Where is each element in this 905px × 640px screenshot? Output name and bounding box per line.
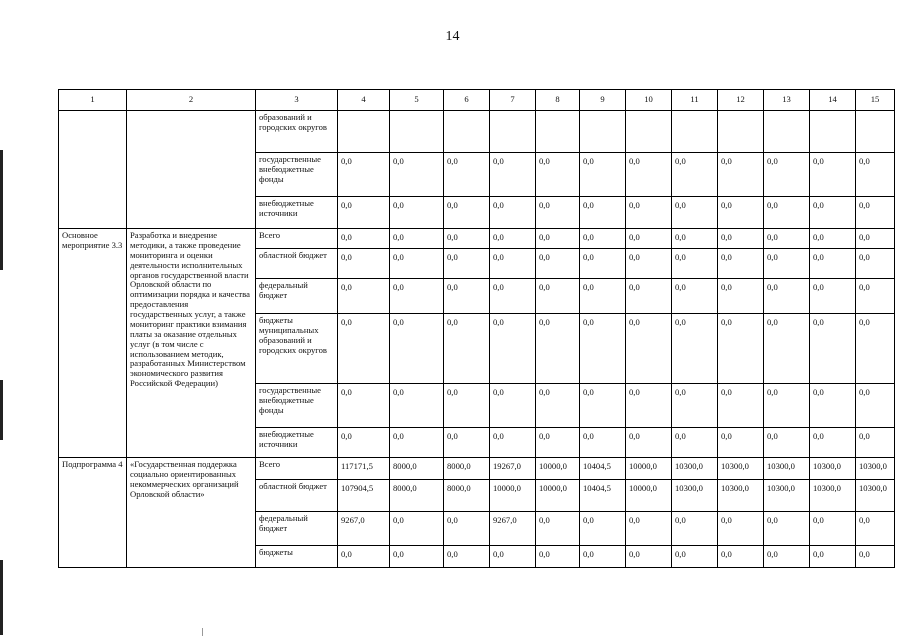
funding-source-cell: образований и городских округов — [256, 111, 338, 153]
amount-cell: 0,0 — [444, 428, 490, 458]
amount-cell: 0,0 — [444, 384, 490, 428]
amount-cell: 10300,0 — [764, 480, 810, 512]
amount-cell: 0,0 — [626, 428, 672, 458]
amount-cell: 0,0 — [338, 153, 390, 197]
amount-cell: 0,0 — [390, 512, 444, 546]
column-number-header: 9 — [580, 90, 626, 111]
amount-cell — [764, 111, 810, 153]
amount-cell: 0,0 — [338, 384, 390, 428]
amount-cell: 0,0 — [338, 279, 390, 314]
amount-cell: 0,0 — [536, 153, 580, 197]
amount-cell: 0,0 — [444, 229, 490, 249]
amount-cell: 0,0 — [810, 279, 856, 314]
amount-cell: 0,0 — [338, 197, 390, 229]
scan-edge-mark — [0, 560, 3, 635]
amount-cell: 0,0 — [764, 512, 810, 546]
amount-cell: 0,0 — [338, 428, 390, 458]
column-number-header: 7 — [490, 90, 536, 111]
amount-cell: 0,0 — [672, 546, 718, 568]
amount-cell: 0,0 — [672, 279, 718, 314]
amount-cell: 0,0 — [338, 546, 390, 568]
amount-cell: 0,0 — [810, 153, 856, 197]
table-row — [59, 229, 895, 249]
amount-cell: 0,0 — [338, 249, 390, 279]
funding-source-cell: бюджеты — [256, 546, 338, 568]
amount-cell: 10000,0 — [536, 480, 580, 512]
amount-cell — [390, 111, 444, 153]
amount-cell: 0,0 — [856, 153, 895, 197]
amount-cell: 0,0 — [810, 197, 856, 229]
amount-cell: 0,0 — [764, 428, 810, 458]
amount-cell: 0,0 — [490, 546, 536, 568]
amount-cell: 10000,0 — [626, 458, 672, 480]
amount-cell: 0,0 — [856, 512, 895, 546]
column-number-header: 14 — [810, 90, 856, 111]
funding-source-cell: государственные внебюджетные фонды — [256, 153, 338, 197]
amount-cell: 10000,0 — [490, 480, 536, 512]
amount-cell: 107904,5 — [338, 480, 390, 512]
column-number-header: 15 — [856, 90, 895, 111]
amount-cell: 10404,5 — [580, 458, 626, 480]
amount-cell: 0,0 — [626, 229, 672, 249]
amount-cell: 0,0 — [718, 546, 764, 568]
amount-cell: 0,0 — [490, 197, 536, 229]
amount-cell: 0,0 — [764, 153, 810, 197]
amount-cell: 0,0 — [536, 229, 580, 249]
amount-cell: 0,0 — [672, 197, 718, 229]
funding-source-cell: бюджеты муниципальных образований и городских округов — [256, 314, 338, 384]
column-number-header: 13 — [764, 90, 810, 111]
amount-cell — [626, 111, 672, 153]
amount-cell: 0,0 — [672, 229, 718, 249]
table-header-row — [59, 90, 895, 111]
amount-cell: 0,0 — [580, 546, 626, 568]
amount-cell: 0,0 — [856, 249, 895, 279]
amount-cell: 0,0 — [856, 229, 895, 249]
amount-cell: 0,0 — [718, 512, 764, 546]
amount-cell: 0,0 — [490, 249, 536, 279]
funding-table — [58, 89, 895, 568]
amount-cell: 10300,0 — [856, 458, 895, 480]
amount-cell: 0,0 — [718, 279, 764, 314]
amount-cell: 0,0 — [444, 512, 490, 546]
amount-cell: 0,0 — [580, 249, 626, 279]
amount-cell: 0,0 — [338, 314, 390, 384]
funding-source-cell: внебюджетные источники — [256, 197, 338, 229]
column-number-header: 8 — [536, 90, 580, 111]
amount-cell — [580, 111, 626, 153]
amount-cell: 0,0 — [672, 384, 718, 428]
amount-cell: 0,0 — [626, 249, 672, 279]
amount-cell: 0,0 — [810, 229, 856, 249]
amount-cell: 0,0 — [580, 384, 626, 428]
amount-cell: 0,0 — [580, 153, 626, 197]
amount-cell: 0,0 — [856, 546, 895, 568]
amount-cell: 0,0 — [764, 197, 810, 229]
amount-cell: 0,0 — [764, 384, 810, 428]
amount-cell: 0,0 — [810, 512, 856, 546]
activity-description-cell: Разработка и внедрение методики, а также проведение мониторинга и оценки деятельности исполнительных органов государственной власти Орловской области по оптимизации порядка и качества предоставления государственных услуг, а также мониторинг практики взимания платы за оказание отдельных услуг (в том числе с использованием методик, разработанных Министерством экономического развития Российской Федерации) — [127, 229, 256, 458]
page-number: 14 — [445, 29, 460, 44]
amount-cell: 0,0 — [718, 153, 764, 197]
amount-cell: 10300,0 — [718, 458, 764, 480]
amount-cell: 8000,0 — [444, 458, 490, 480]
amount-cell: 8000,0 — [390, 458, 444, 480]
column-number-header: 4 — [338, 90, 390, 111]
amount-cell: 0,0 — [672, 153, 718, 197]
amount-cell: 19267,0 — [490, 458, 536, 480]
amount-cell: 0,0 — [626, 546, 672, 568]
amount-cell: 0,0 — [718, 314, 764, 384]
funding-source-cell: внебюджетные источники — [256, 428, 338, 458]
amount-cell — [338, 111, 390, 153]
amount-cell: 0,0 — [856, 314, 895, 384]
amount-cell: 10300,0 — [718, 480, 764, 512]
amount-cell: 0,0 — [718, 384, 764, 428]
amount-cell: 0,0 — [536, 512, 580, 546]
amount-cell — [856, 111, 895, 153]
amount-cell: 0,0 — [390, 229, 444, 249]
scan-speck — [202, 628, 203, 636]
funding-source-cell: областной бюджет — [256, 249, 338, 279]
amount-cell: 0,0 — [672, 249, 718, 279]
amount-cell: 10300,0 — [764, 458, 810, 480]
funding-source-cell: федеральный бюджет — [256, 512, 338, 546]
amount-cell — [536, 111, 580, 153]
amount-cell: 0,0 — [338, 229, 390, 249]
activity-name-cell: Подпрограмма 4 — [59, 458, 127, 568]
amount-cell: 0,0 — [390, 249, 444, 279]
amount-cell: 0,0 — [580, 197, 626, 229]
amount-cell: 0,0 — [490, 229, 536, 249]
amount-cell: 0,0 — [444, 153, 490, 197]
amount-cell: 0,0 — [764, 314, 810, 384]
amount-cell: 0,0 — [672, 428, 718, 458]
amount-cell — [718, 111, 764, 153]
amount-cell: 0,0 — [390, 314, 444, 384]
amount-cell: 0,0 — [626, 314, 672, 384]
amount-cell: 9267,0 — [338, 512, 390, 546]
amount-cell: 0,0 — [580, 428, 626, 458]
amount-cell: 0,0 — [444, 279, 490, 314]
amount-cell: 0,0 — [718, 249, 764, 279]
funding-source-cell: государственные внебюджетные фонды — [256, 384, 338, 428]
amount-cell: 0,0 — [390, 384, 444, 428]
amount-cell: 0,0 — [810, 314, 856, 384]
amount-cell: 0,0 — [626, 197, 672, 229]
carried-over-activity-cell — [59, 111, 127, 229]
amount-cell — [672, 111, 718, 153]
funding-source-cell: областной бюджет — [256, 480, 338, 512]
amount-cell: 0,0 — [718, 229, 764, 249]
scan-edge-mark — [0, 150, 3, 270]
amount-cell: 0,0 — [672, 314, 718, 384]
amount-cell: 0,0 — [490, 279, 536, 314]
amount-cell: 0,0 — [718, 428, 764, 458]
amount-cell: 0,0 — [626, 153, 672, 197]
amount-cell: 0,0 — [580, 279, 626, 314]
amount-cell: 0,0 — [490, 153, 536, 197]
column-number-header: 12 — [718, 90, 764, 111]
amount-cell: 0,0 — [536, 428, 580, 458]
amount-cell: 0,0 — [390, 197, 444, 229]
amount-cell: 0,0 — [536, 546, 580, 568]
amount-cell — [490, 111, 536, 153]
amount-cell: 0,0 — [764, 279, 810, 314]
amount-cell: 10300,0 — [810, 480, 856, 512]
amount-cell: 0,0 — [764, 229, 810, 249]
amount-cell: 117171,5 — [338, 458, 390, 480]
amount-cell: 10300,0 — [672, 458, 718, 480]
column-number-header: 2 — [127, 90, 256, 111]
amount-cell: 10000,0 — [626, 480, 672, 512]
amount-cell: 10000,0 — [536, 458, 580, 480]
amount-cell: 0,0 — [536, 197, 580, 229]
column-number-header: 11 — [672, 90, 718, 111]
amount-cell: 0,0 — [444, 249, 490, 279]
amount-cell: 0,0 — [444, 197, 490, 229]
amount-cell: 0,0 — [536, 384, 580, 428]
amount-cell: 0,0 — [390, 153, 444, 197]
amount-cell: 0,0 — [810, 384, 856, 428]
amount-cell: 0,0 — [490, 384, 536, 428]
amount-cell — [444, 111, 490, 153]
amount-cell: 0,0 — [856, 384, 895, 428]
table-row — [59, 458, 895, 480]
amount-cell: 0,0 — [580, 512, 626, 546]
scan-edge-mark — [0, 380, 3, 440]
amount-cell: 0,0 — [626, 512, 672, 546]
amount-cell: 0,0 — [764, 546, 810, 568]
amount-cell: 0,0 — [810, 428, 856, 458]
activity-name-cell: Основное мероприятие 3.3 — [59, 229, 127, 458]
amount-cell: 0,0 — [444, 546, 490, 568]
amount-cell: 0,0 — [536, 314, 580, 384]
amount-cell: 10300,0 — [810, 458, 856, 480]
amount-cell: 0,0 — [810, 546, 856, 568]
amount-cell: 0,0 — [672, 512, 718, 546]
amount-cell: 0,0 — [390, 546, 444, 568]
amount-cell: 0,0 — [490, 428, 536, 458]
amount-cell: 0,0 — [536, 249, 580, 279]
amount-cell: 0,0 — [444, 314, 490, 384]
column-number-header: 3 — [256, 90, 338, 111]
activity-description-cell: «Государственная поддержка социально ориентированных некоммерческих организаций Орловской области» — [127, 458, 256, 568]
amount-cell: 8000,0 — [444, 480, 490, 512]
amount-cell: 10300,0 — [856, 480, 895, 512]
funding-source-cell: Всего — [256, 458, 338, 480]
funding-source-cell: федеральный бюджет — [256, 279, 338, 314]
amount-cell — [810, 111, 856, 153]
amount-cell: 0,0 — [718, 197, 764, 229]
amount-cell: 0,0 — [390, 279, 444, 314]
amount-cell: 0,0 — [580, 314, 626, 384]
column-number-header: 1 — [59, 90, 127, 111]
amount-cell: 10300,0 — [672, 480, 718, 512]
amount-cell: 0,0 — [490, 314, 536, 384]
amount-cell: 10404,5 — [580, 480, 626, 512]
table-row — [59, 111, 895, 153]
amount-cell: 0,0 — [810, 249, 856, 279]
amount-cell: 0,0 — [390, 428, 444, 458]
amount-cell: 0,0 — [536, 279, 580, 314]
amount-cell: 8000,0 — [390, 480, 444, 512]
amount-cell: 0,0 — [856, 197, 895, 229]
column-number-header: 10 — [626, 90, 672, 111]
amount-cell: 0,0 — [580, 229, 626, 249]
amount-cell: 0,0 — [856, 279, 895, 314]
amount-cell: 0,0 — [764, 249, 810, 279]
amount-cell: 0,0 — [856, 428, 895, 458]
column-number-header: 6 — [444, 90, 490, 111]
amount-cell: 0,0 — [626, 279, 672, 314]
carried-over-description-cell — [127, 111, 256, 229]
amount-cell: 9267,0 — [490, 512, 536, 546]
column-number-header: 5 — [390, 90, 444, 111]
funding-source-cell: Всего — [256, 229, 338, 249]
amount-cell: 0,0 — [626, 384, 672, 428]
